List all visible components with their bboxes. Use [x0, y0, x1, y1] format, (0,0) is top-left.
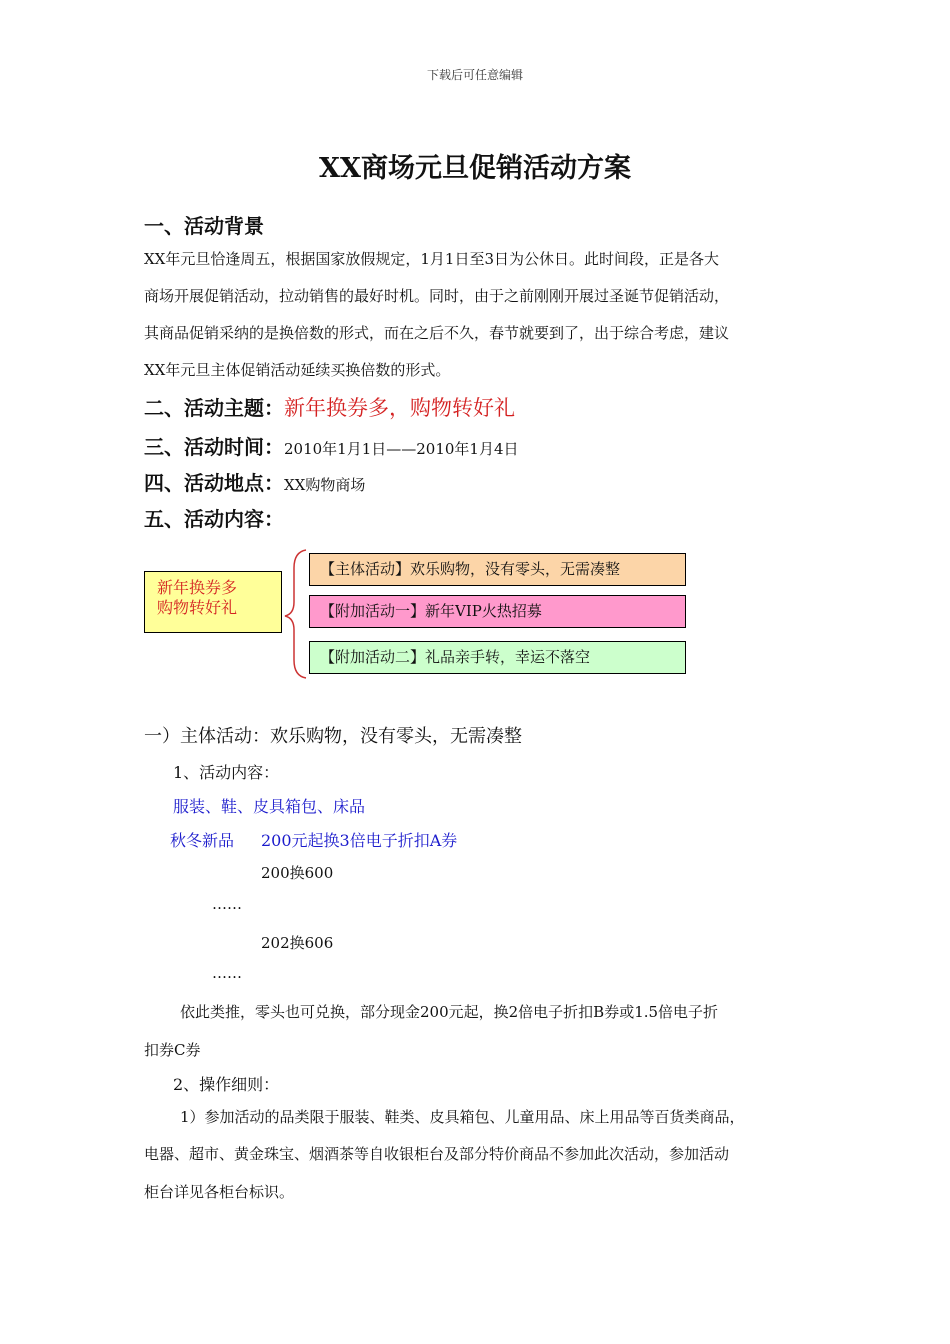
extra-activity-2-box: 【附加活动二】礼品亲手转，幸运不落空 — [309, 641, 686, 674]
exchange-rule-text: 200元起换3倍电子折扣A券 — [261, 831, 458, 850]
operation-rules-subheading: 2、操作细则： — [173, 1075, 280, 1094]
extra-activity-1-box: 【附加活动一】新年VIP火热招募 — [309, 595, 686, 628]
ellipsis-1: …… — [212, 895, 242, 913]
time-row — [144, 431, 519, 460]
example-1: 200换600 — [261, 864, 334, 882]
main-activity-box: 【主体活动】欢乐购物，没有零头，无需凑整 — [309, 553, 686, 586]
document-title: XX商场元旦促销活动方案 — [319, 153, 631, 184]
content-subheading: 1、活动内容： — [173, 763, 280, 782]
background-line-2: 商场开展促销活动，拉动销售的最好时机。同时，由于之前刚刚开展过圣诞节促销活动， — [144, 287, 730, 305]
place-value: XX购物商场 — [284, 476, 366, 494]
place-heading: 四、活动地点： — [144, 471, 284, 495]
time-value: 2010年1月1日——2010年1月4日 — [284, 440, 519, 458]
analogy-line-2: 扣券C券 — [144, 1041, 201, 1059]
theme-heading: 二、活动主题： — [144, 396, 284, 420]
example-2: 202换606 — [261, 934, 334, 952]
time-heading: 三、活动时间： — [144, 435, 284, 459]
background-line-1: XX年元旦恰逢周五，根据国家放假规定，1月1日至3日为公休日。此时间段，正是各大 — [144, 250, 719, 268]
rules-line-3: 柜台详见各柜台标识。 — [144, 1183, 295, 1201]
content-heading: 五、活动内容： — [144, 507, 284, 531]
rules-line-2: 电器、超市、黄金珠宝、烟酒茶等自收银柜台及部分特价商品不参加此次活动，参加活动 — [144, 1145, 730, 1163]
header-note: 下载后可任意编辑 — [426, 68, 523, 82]
place-row — [144, 467, 365, 496]
brace-icon — [282, 548, 312, 680]
background-line-4: XX年元旦主体促销活动延续买换倍数的形式。 — [144, 361, 451, 379]
theme-value: 新年换券多，购物转好礼 — [284, 396, 515, 420]
analogy-line-1: 依此类推，零头也可兑换，部分现金200元起，换2倍电子折扣B券或1.5倍电子折 — [180, 1003, 719, 1021]
theme-box-line-1: 新年换券多 — [157, 578, 238, 597]
new-items-label: 秋冬新品 — [170, 831, 235, 850]
theme-row — [144, 392, 515, 422]
rules-line-1: 1）参加活动的品类限于服装、鞋类、皮具箱包、儿童用品、床上用品等百货类商品， — [180, 1108, 745, 1126]
categories-text: 服装、鞋、皮具箱包、床品 — [173, 797, 366, 816]
background-heading: 一、活动背景 — [144, 214, 264, 238]
background-line-3: 其商品促销采纳的是换倍数的形式，而在之后不久，春节就要到了，出于综合考虑，建议 — [144, 324, 730, 342]
theme-box-line-2: 购物转好礼 — [157, 598, 238, 617]
theme-box — [144, 571, 282, 633]
main-activity-heading: 一）主体活动：欢乐购物，没有零头，无需凑整 — [144, 726, 522, 747]
ellipsis-2: …… — [212, 964, 242, 982]
